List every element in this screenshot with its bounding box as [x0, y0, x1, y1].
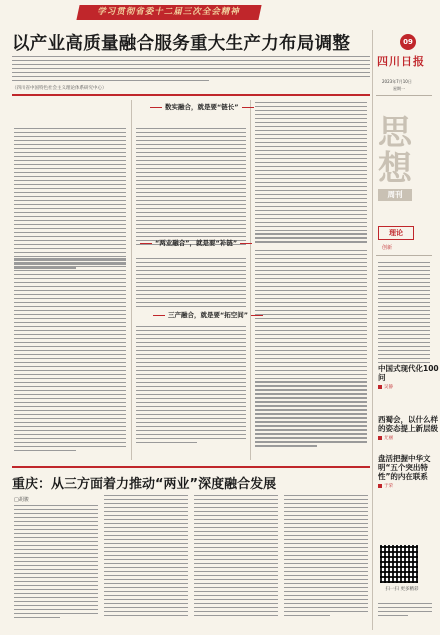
section-heading [137, 238, 255, 247]
article-column [284, 495, 368, 619]
sidebar-item-author: 尤丽 [384, 436, 393, 441]
article-column [194, 495, 278, 619]
masthead-divider [376, 95, 432, 96]
page-number-badge: 09 [400, 34, 416, 50]
sidebar-item-title: 中国式现代化100问 [378, 364, 439, 382]
masthead-info-lines [378, 262, 430, 366]
section-heading-text: 数实融合，就是要“链长” [165, 103, 239, 111]
article-byline: □胡骏 [14, 497, 29, 503]
article-column [136, 128, 246, 248]
intro-credit: （四川省中国特色社会主义理论体系研究中心） [12, 86, 107, 91]
sidebar-item-author: 吴静 [384, 385, 393, 390]
bullet-icon [378, 484, 382, 488]
qr-caption: 扫一扫 更多精彩 [385, 587, 419, 592]
series-banner: 学习贯彻省委十二届三次全会精神 [76, 5, 261, 20]
sidebar-item [378, 415, 440, 441]
qr-code[interactable] [380, 545, 418, 583]
sidebar-divider [376, 255, 432, 256]
section-heading-text: “两业融合”，就是要“补链” [155, 239, 238, 247]
section-heading [150, 310, 266, 319]
section-rule [12, 466, 370, 468]
section-heading [147, 102, 257, 111]
article-column [136, 326, 246, 446]
sidebar-item [378, 454, 440, 489]
column-divider [131, 100, 132, 460]
bullet-icon [378, 385, 382, 389]
column-divider [372, 30, 373, 630]
weekly-label: 周刊 [378, 189, 412, 201]
section-heading-text: 三产融合，就是要“拓空间” [168, 311, 249, 319]
article-column [14, 505, 98, 621]
sidebar-item-title: 西蜀会，以什么样的姿态提上新层级 [378, 415, 438, 433]
header-rule [12, 94, 370, 96]
intro-paragraph [12, 56, 370, 84]
sidebar-item [378, 364, 440, 390]
innovation-label: 创新 [382, 245, 393, 251]
article-column [14, 258, 126, 366]
article-column [14, 128, 126, 271]
bullet-icon [378, 436, 382, 440]
article-column [104, 495, 188, 619]
sidebar-item-author: 于荣 [384, 484, 393, 489]
article-column [14, 366, 126, 454]
secondary-headline: 重庆：从三方面着力推动“两业”深度融合发展 [12, 477, 277, 492]
sidebar-item-title: 盘活把握中华文明“五个突出特性”的内在联系 [378, 454, 431, 481]
theory-badge: 理论 [378, 226, 414, 240]
masthead-date: 2023年7月10日 [382, 79, 412, 84]
masthead-weekday: 星期一 [393, 86, 405, 91]
column-divider [250, 100, 251, 460]
article-column [255, 102, 367, 245]
column-title: 思想 [378, 113, 412, 189]
main-headline: 以产业高质量融合服务重大生产力布局调整 [12, 34, 351, 54]
article-column [136, 258, 246, 310]
article-column [255, 250, 367, 449]
editor-credits [378, 603, 432, 619]
paper-logo: 四川日报 [377, 55, 425, 68]
